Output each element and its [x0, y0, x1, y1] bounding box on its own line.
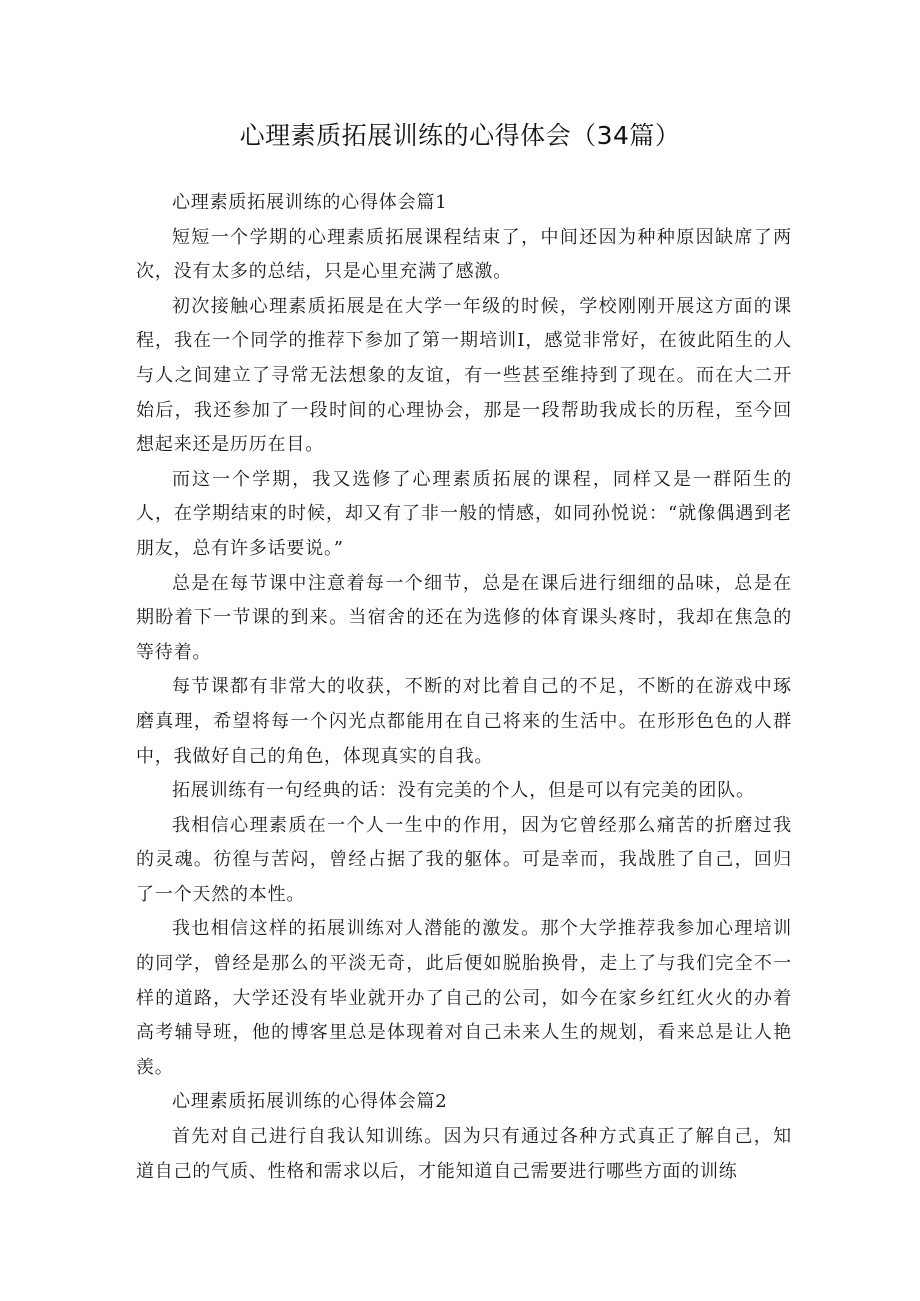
- paragraph: 而这一个学期，我又选修了心理素质拓展的课程，同样又是一群陌生的人，在学期结束的时候，却又有了非一般的情感，如同孙悦说：“就像偶遇到老朋友，总有许多话要说。”: [136, 468, 792, 559]
- paragraph: 我也相信这样的拓展训练对人潜能的激发。那个大学推荐我参加心理培训的同学，曾经是那么的平淡无奇，此后便如脱胎换骨，走上了与我们完全不一样的道路，大学还没有毕业就开办了自己的公司，如今在家乡红红火火的办着高考辅导班，他的博客里总是体现着对自己未来人生的规划，看来总是让人艳羡。: [136, 918, 792, 1078]
- paragraph: 首先对自己进行自我认知训练。因为只有通过各种方式真正了解自己，知道自己的气质、性格和需求以后，才能知道自己需要进行哪些方面的训练: [136, 1126, 792, 1182]
- document-title: 心理素质拓展训练的心得体会（34篇）: [239, 121, 681, 150]
- section-1-heading: 心理素质拓展训练的心得体会篇1: [172, 192, 448, 213]
- paragraph: 每节课都有非常大的收获，不断的对比着自己的不足，不断的在游戏中琢磨真理，希望将每一个闪光点都能用在自己将来的生活中。在形形色色的人群中，我做好自己的角色，体现真实的自我。: [136, 676, 792, 767]
- paragraph: 初次接触心理素质拓展是在大学一年级的时候，学校刚刚开展这方面的课程，我在一个同学的推荐下参加了第一期培训I，感觉非常好，在彼此陌生的人与人之间建立了寻常无法想象的友谊，有一些甚至维持到了现在。而在大二开始后，我还参加了一段时间的心理协会，那是一段帮助我成长的历程，至今回想起来还是历历在目。: [136, 295, 792, 456]
- section-2-heading: 心理素质拓展训练的心得体会篇2: [172, 1091, 448, 1113]
- document-body: [136, 186, 792, 1189]
- paragraph: 我相信心理素质在一个人一生中的作用，因为它曾经那么痛苦的折磨过我的灵魂。彷徨与苦闷，曾经占据了我的躯体。可是幸而，我战胜了自己，回归了一个天然的本性。: [136, 814, 792, 905]
- paragraph: 短短一个学期的心理素质拓展课程结束了，中间还因为种种原因缺席了两次，没有太多的总结，只是心里充满了感激。: [136, 226, 792, 283]
- paragraph: 拓展训练有一句经典的话：没有完美的个人，但是可以有完美的团队。: [172, 780, 755, 802]
- paragraph: 总是在每节课中注意着每一个细节，总是在课后进行细细的品味，总是在期盼着下一节课的到来。当宿舍的还在为选修的体育课头疼时，我却在焦急的等待着。: [136, 572, 792, 663]
